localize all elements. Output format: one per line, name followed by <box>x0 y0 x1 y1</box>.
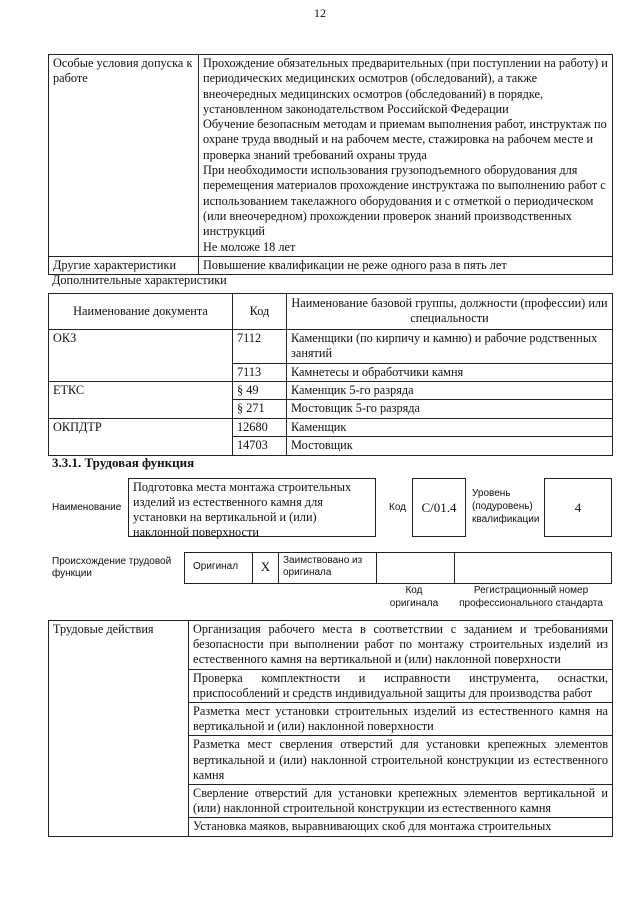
requirements-table <box>48 54 613 275</box>
origin-label: Происхождение трудовой функции <box>52 556 172 579</box>
doc-cell: ЕТКС <box>49 382 233 419</box>
table-row <box>49 418 613 436</box>
code-cell: 12680 <box>233 418 287 436</box>
borrowed-label: Заимствовано из оригинала <box>278 553 376 583</box>
section-title: 3.3.1. Трудовая функция <box>52 455 195 470</box>
column-header: Наименование базовой группы, должности (профессии) или специальности <box>287 294 613 330</box>
level-label: Уровень (подуровень) квалификации <box>472 488 540 525</box>
labor-actions-table <box>48 620 613 837</box>
actions-label: Трудовые действия <box>49 621 189 837</box>
code-original-cell <box>376 553 454 583</box>
name-label: Наименование <box>52 502 122 513</box>
qualification-level: 4 <box>544 478 612 537</box>
column-header: Код <box>233 294 287 330</box>
origin-row <box>184 552 612 584</box>
code-label: Код <box>389 502 407 513</box>
code-cell: § 49 <box>233 382 287 400</box>
action-item: Сверление отверстий для установки крепежных элементов вертикальной и (или) наклонной строительной конструкции из естественного камня <box>189 785 613 818</box>
name-cell: Каменщик <box>287 418 613 436</box>
requirement-line: Обучение безопасным методам и приемам выполнения работ, инструктаж по охране труда вводный и на рабочем месте, стажировка на рабочем месте и проверка знаний требований охраны труда <box>203 117 607 162</box>
original-label: Оригинал <box>184 553 252 583</box>
action-item: Установка маяков, выравнивающих скоб для монтажа строительных <box>189 818 613 836</box>
requirement-line: Не моложе 18 лет <box>203 239 296 254</box>
action-item: Разметка мест сверления отверстий для установки крепежных элементов вертикальной и (или) наклонной строительной конструкции из естественного камня <box>189 736 613 785</box>
name-cell: Мостовщик 5-го разряда <box>287 400 613 418</box>
action-item: Разметка мест установки строительных изделий из естественного камня на вертикальной и (или) наклонной поверхности <box>189 703 613 736</box>
code-cell: 7112 <box>233 329 287 363</box>
name-cell: Мостовщик <box>287 437 613 455</box>
classifier-table <box>48 293 613 456</box>
table-row <box>49 621 613 670</box>
original-mark: X <box>252 553 278 583</box>
table-header-row <box>49 294 613 330</box>
function-name: Подготовка места монтажа строительных изделий из естественного камня для установки на вертикальной и (или) наклонной поверхности <box>128 478 376 537</box>
reg-number-cell <box>454 553 612 583</box>
name-cell: Каменщик 5-го разряда <box>287 382 613 400</box>
row-label: Другие характеристики <box>49 256 199 274</box>
code-cell: § 271 <box>233 400 287 418</box>
row-value <box>199 55 613 257</box>
code-cell: 7113 <box>233 363 287 381</box>
name-cell: Каменщики (по кирпичу и камню) и рабочие родственных занятий <box>287 329 613 363</box>
requirement-line: Прохождение обязательных предварительных (при поступлении на работу) и периодических медицинских осмотров (обследований), а также внеочередных медицинских осмотров (обследований) в порядке, установленном законодательством Российской Федерации <box>203 56 608 116</box>
reg-number-label: Регистрационный номер профессионального стандарта <box>459 585 603 609</box>
doc-cell: ОКПДТР <box>49 418 233 455</box>
requirement-line: При необходимости использования грузоподъемного оборудования для перемещения материалов прохождение инструктажа по выполнению работ с использованием такелажного оборудования и с отметкой о периодическом (или внеочередном) прохождении проверок знаний производственных инструкций <box>203 163 606 239</box>
column-header: Наименование документа <box>49 294 233 330</box>
code-original-label: Код оригинала <box>389 585 439 609</box>
name-cell: Камнетесы и обработчики камня <box>287 363 613 381</box>
table-row <box>49 256 613 274</box>
action-item: Проверка комплектности и исправности инструмента, оснастки, приспособлений и средств индивидуальной защиты для производства работ <box>189 669 613 702</box>
table-row <box>49 329 613 363</box>
row-value: Повышение квалификации не реже одного раза в пять лет <box>199 256 613 274</box>
row-label: Особые условия допуска к работе <box>49 55 199 257</box>
function-code: C/01.4 <box>412 478 466 537</box>
additional-characteristics-title: Дополнительные характеристики <box>52 273 227 287</box>
page-number: 12 <box>314 6 326 20</box>
code-cell: 14703 <box>233 437 287 455</box>
action-item: Организация рабочего места в соответствии с заданием и требованиями безопасности при выполнении работ по монтажу строительных изделий из естественного камня на вертикальной и (или) наклонной поверхности <box>189 621 613 670</box>
table-row <box>49 382 613 400</box>
table-row <box>49 55 613 257</box>
doc-cell: ОКЗ <box>49 329 233 381</box>
